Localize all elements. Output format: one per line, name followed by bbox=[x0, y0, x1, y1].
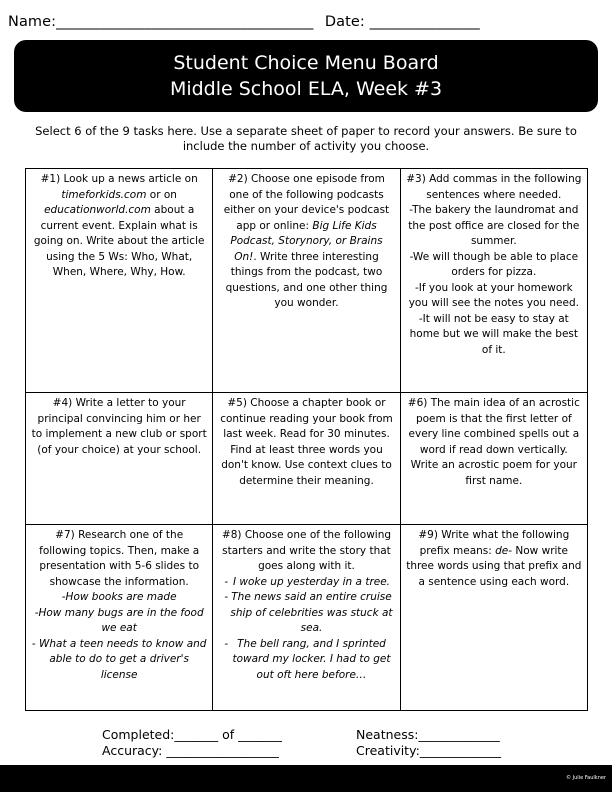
footer-bar bbox=[0, 765, 612, 792]
date-label: Date: bbox=[324, 14, 365, 30]
creativity-field[interactable]: _____________ bbox=[419, 743, 502, 758]
creativity-label: Creativity: bbox=[356, 743, 420, 758]
task-5-cell: #5) Choose a chapter book or continue reading your book from last week. Read for 30 minutes. Find at least three words you don't know. Use context clues to determine their meaning. bbox=[213, 393, 400, 525]
of-label: of bbox=[218, 727, 239, 742]
task-8-cell: #8) Choose one of the following starters and write the story that goes along with it. - I woke up yesterday in a tree. - The news said an entire cruise ship of celebrities was stuck at sea. - The bell rang, and I sprinted toward my locker. I had to get out oft here before… bbox=[213, 525, 400, 711]
accuracy-field[interactable]: __________________ bbox=[166, 743, 279, 758]
task-1-cell: #1) Look up a news article on timeforkids.com or on educationworld.com about a current event. Explain what is going on. Write about the article using the 5 Ws: Who, What, When, Where, Why, How. bbox=[26, 169, 213, 393]
title-banner bbox=[14, 40, 598, 112]
score-left bbox=[102, 727, 282, 759]
name-date-line bbox=[8, 14, 604, 30]
task-2-cell: #2) Choose one episode from one of the following podcasts either on your device's podcast app or online: Big Life Kids Podcast, Storynory, or Brains On!. Write three interesting things from the podcast, two questions, and one other thing you wonder. bbox=[213, 169, 400, 393]
page-title: Student Choice Menu Board bbox=[173, 52, 439, 74]
score-right bbox=[356, 727, 501, 759]
choice-menu-grid bbox=[25, 168, 588, 711]
task-9-cell: #9) Write what the following prefix means: de- Now write three words using that prefix and a sentence using each word. bbox=[400, 525, 587, 711]
task-7-cell: #7) Research one of the following topics. Then, make a presentation with 5-6 slides to showcase the information. -How books are made -How many bugs are in the food we eat - What a teen needs to know and able to do to get a driver's license bbox=[26, 525, 213, 711]
name-field[interactable]: ___________________________________ bbox=[56, 14, 314, 30]
instructions-line-2: include the number of activity you choose. bbox=[182, 139, 430, 153]
task-6-cell: #6) The main idea of an acrostic poem is that the first letter of every line combined spells out a word if read down vertically. Write an acrostic poem for your first name. bbox=[400, 393, 587, 525]
task-3-cell: #3) Add commas in the following sentences where needed. -The bakery the laundromat and the post office are closed for the summer. -We will though be able to place orders for pizza. -If you look at your homework you will see the notes you need. -It will not be easy to stay at home but we will make the best of it. bbox=[400, 169, 587, 393]
completed-field[interactable]: _______ bbox=[174, 727, 219, 742]
of-field[interactable]: _______ bbox=[238, 727, 282, 742]
task-4-cell: #4) Write a letter to your principal convincing him or her to implement a new club or sport (of your choice) at your school. bbox=[26, 393, 213, 525]
instructions bbox=[22, 124, 590, 154]
date-field[interactable]: _______________ bbox=[369, 14, 480, 30]
completed-label: Completed: bbox=[102, 727, 175, 742]
instructions-line-1: Select 6 of the 9 tasks here. Use a separate sheet of paper to record your answers. Be sure to bbox=[35, 124, 577, 138]
accuracy-label: Accuracy: bbox=[102, 743, 167, 758]
copyright-text: © Julie Faulkner bbox=[566, 775, 606, 781]
neatness-label: Neatness: bbox=[356, 727, 419, 742]
page-subtitle: Middle School ELA, Week #3 bbox=[169, 78, 443, 100]
name-label: Name: bbox=[8, 14, 57, 30]
neatness-field[interactable]: _____________ bbox=[418, 727, 500, 742]
